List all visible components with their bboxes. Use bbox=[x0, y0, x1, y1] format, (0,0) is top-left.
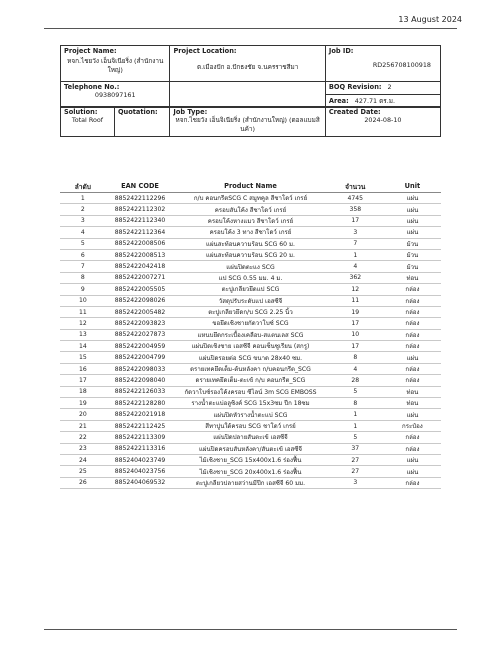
ean-code: 8852422128280 bbox=[106, 398, 175, 409]
row-number: 19 bbox=[60, 398, 106, 409]
quantity: 3 bbox=[327, 227, 384, 238]
project-info-table-row3 bbox=[60, 106, 441, 137]
quantity: 12 bbox=[327, 284, 384, 295]
table-row bbox=[60, 318, 441, 329]
unit: กล่อง bbox=[384, 443, 441, 454]
quantity: 1 bbox=[327, 409, 384, 420]
unit: แผ่น bbox=[384, 215, 441, 226]
ean-code: 8852422098040 bbox=[106, 375, 175, 386]
row-number: 17 bbox=[60, 375, 106, 386]
ean-code: 8852422113309 bbox=[106, 432, 175, 443]
table-row bbox=[60, 477, 441, 488]
top-divider bbox=[44, 28, 457, 29]
unit: แผ่น bbox=[384, 454, 441, 465]
quantity: 5 bbox=[327, 386, 384, 397]
location-spacer bbox=[170, 82, 325, 108]
product-name: ครอบโค้ง 3 ทาง สีชาโดว์ เกรย์ bbox=[174, 227, 326, 238]
product-name: แผ่นสะท้อนความร้อน SCG 60 ม. bbox=[174, 238, 326, 249]
col-header-unit: Unit bbox=[384, 180, 441, 193]
row-number: 9 bbox=[60, 284, 106, 295]
boq-revision-value: 2 bbox=[387, 83, 392, 91]
ean-code: 8852422007271 bbox=[106, 272, 175, 283]
table-row bbox=[60, 204, 441, 215]
table-row bbox=[60, 341, 441, 352]
unit: ม้วน bbox=[384, 249, 441, 260]
product-name: ขอยึดเชิงชายกัดวาโบซ์ SCG bbox=[174, 318, 326, 329]
quantity: 27 bbox=[327, 466, 384, 477]
product-name: สีทาปูนใต้ครอบ SCG ชาโดว์ เกรย์ bbox=[174, 420, 326, 431]
table-row bbox=[60, 329, 441, 340]
product-name: ดรายเทคยึดเต็ม-ตะเข้ ก/บ คอนกรีต_SCG bbox=[174, 375, 326, 386]
quotation-label: Quotation: bbox=[117, 108, 158, 116]
project-name-label: Project Name: bbox=[64, 47, 117, 55]
table-row bbox=[60, 295, 441, 306]
row-number: 4 bbox=[60, 227, 106, 238]
row-number: 22 bbox=[60, 432, 106, 443]
unit: กล่อง bbox=[384, 432, 441, 443]
product-name: ครอบโค้งหางแมว สีชาโดว์ เกรย์ bbox=[174, 215, 326, 226]
product-name: แผ่นปิดเชิงชาย เอสซีจี คอนเซ็นซูเรียน (สกรู) bbox=[174, 341, 326, 352]
project-name-value: หจก.ไชยวัง เอ็นจิเนียริ่ง (สำนักงานใหญ่) bbox=[67, 57, 164, 74]
product-name: กัดวาโบซ์รองโค้งครอบ ซีไลน์ 3m SCG EMBOSS bbox=[174, 386, 326, 397]
ean-code: 8852422093823 bbox=[106, 318, 175, 329]
ean-code: 8852404023756 bbox=[106, 466, 175, 477]
row-number: 18 bbox=[60, 386, 106, 397]
product-name: รางน้ำตะแบ่อลูซิงค์ SCG 15x3ซม ปีก 18ซม bbox=[174, 398, 326, 409]
boq-revision-cell bbox=[325, 82, 440, 95]
boq-revision-label: BOQ Revision: bbox=[328, 83, 382, 91]
project-location-cell bbox=[170, 46, 325, 82]
table-row bbox=[60, 215, 441, 226]
quantity: 11 bbox=[327, 295, 384, 306]
product-name: แผ่นปิดปลายสันตะเข้ เอสซีจี bbox=[174, 432, 326, 443]
telephone-label: Telephone No.: bbox=[64, 83, 120, 91]
unit: กล่อง bbox=[384, 329, 441, 340]
ean-code: 8852422005482 bbox=[106, 306, 175, 317]
solution-cell bbox=[61, 107, 115, 137]
row-number: 7 bbox=[60, 261, 106, 272]
ean-code: 8852422042418 bbox=[106, 261, 175, 272]
quantity: 28 bbox=[327, 375, 384, 386]
quantity: 17 bbox=[327, 215, 384, 226]
col-header-no: ลำดับ bbox=[60, 180, 106, 193]
unit: ท่อน bbox=[384, 272, 441, 283]
quantity: 1 bbox=[327, 249, 384, 260]
unit: แผ่น bbox=[384, 409, 441, 420]
quantity: 10 bbox=[327, 329, 384, 340]
table-row bbox=[60, 193, 441, 204]
unit: แผ่น bbox=[384, 204, 441, 215]
product-name: แผ่นปิดหัวรางน้ำตะแบ่ SCG bbox=[174, 409, 326, 420]
quantity: 3 bbox=[327, 477, 384, 488]
row-number: 21 bbox=[60, 420, 106, 431]
row-number: 25 bbox=[60, 466, 106, 477]
quantity: 4 bbox=[327, 261, 384, 272]
quantity: 4 bbox=[327, 363, 384, 374]
table-row bbox=[60, 409, 441, 420]
row-number: 8 bbox=[60, 272, 106, 283]
quantity: 17 bbox=[327, 341, 384, 352]
ean-code: 8852422098033 bbox=[106, 363, 175, 374]
quotation-cell bbox=[114, 107, 169, 137]
unit: ม้วน bbox=[384, 261, 441, 272]
row-number: 23 bbox=[60, 443, 106, 454]
row-number: 15 bbox=[60, 352, 106, 363]
quantity: 37 bbox=[327, 443, 384, 454]
row-number: 20 bbox=[60, 409, 106, 420]
ean-code: 8852422098026 bbox=[106, 295, 175, 306]
area-value: 427.71 ตร.ม. bbox=[354, 97, 396, 105]
unit: แผ่น bbox=[384, 466, 441, 477]
created-date-value: 2024-08-10 bbox=[364, 116, 402, 124]
ean-code: 8852422126033 bbox=[106, 386, 175, 397]
unit: กล่อง bbox=[384, 295, 441, 306]
created-date-cell bbox=[325, 107, 440, 137]
row-number: 2 bbox=[60, 204, 106, 215]
created-date-label: Created Date: bbox=[328, 108, 381, 116]
table-row bbox=[60, 375, 441, 386]
ean-code: 8852422004799 bbox=[106, 352, 175, 363]
unit: แผ่น bbox=[384, 352, 441, 363]
table-row bbox=[60, 238, 441, 249]
row-number: 13 bbox=[60, 329, 106, 340]
solution-label: Solution: bbox=[64, 108, 98, 116]
table-row bbox=[60, 306, 441, 317]
ean-code: 8852422005505 bbox=[106, 284, 175, 295]
ean-code: 8852422112296 bbox=[106, 193, 175, 204]
table-row bbox=[60, 398, 441, 409]
product-table bbox=[60, 180, 441, 489]
row-number: 5 bbox=[60, 238, 106, 249]
job-type-value: หจก.ไชยวัง เอ็นจิเนียริ่ง (สำนักงานใหญ่) (ดอลแบมสินค้า) bbox=[175, 116, 320, 133]
quantity: 27 bbox=[327, 454, 384, 465]
job-type-label: Job Type: bbox=[173, 108, 208, 116]
quantity: 358 bbox=[327, 204, 384, 215]
product-table-header bbox=[60, 180, 441, 193]
ean-code: 8852422021918 bbox=[106, 409, 175, 420]
product-name: ตะปูเกลียวยึดแป SCG bbox=[174, 284, 326, 295]
quantity: 4745 bbox=[327, 193, 384, 204]
quantity: 7 bbox=[327, 238, 384, 249]
product-name: แผ่นสะท้อนความร้อน SCG 20 ม. bbox=[174, 249, 326, 260]
product-name: แหนบยึดกระเบื้องเคลือบ-สแตนเลส SCG bbox=[174, 329, 326, 340]
quantity: 1 bbox=[327, 420, 384, 431]
job-type-cell bbox=[170, 107, 325, 137]
project-location-value: ต.เมืองปัก อ.ปักธงชัย จ.นครราชสีมา bbox=[197, 63, 299, 71]
job-id-cell bbox=[325, 46, 440, 82]
unit: แผ่น bbox=[384, 193, 441, 204]
product-name: ไม้เชิงชาย_SCG 20x400x1.6 ร่องฟื้น bbox=[174, 466, 326, 477]
col-header-ean: EAN CODE bbox=[106, 180, 175, 193]
table-row bbox=[60, 363, 441, 374]
row-number: 6 bbox=[60, 249, 106, 260]
quantity: 8 bbox=[327, 398, 384, 409]
telephone-value: 0938097161 bbox=[94, 91, 136, 99]
table-row bbox=[60, 227, 441, 238]
col-header-quantity: จำนวน bbox=[327, 180, 384, 193]
product-name: แผ่นปิดครอบสันหลังคา/สันตะเข้ เอสซีจี bbox=[174, 443, 326, 454]
ean-code: 8852422113316 bbox=[106, 443, 175, 454]
unit: กล่อง bbox=[384, 341, 441, 352]
unit: กล่อง bbox=[384, 306, 441, 317]
unit: กล่อง bbox=[384, 375, 441, 386]
product-name: แผ่นปิดรอยต่อ SCG ขนาด 28x40 ซม. bbox=[174, 352, 326, 363]
report-date: 13 August 2024 bbox=[398, 15, 462, 24]
table-row bbox=[60, 454, 441, 465]
product-name: แป SCG 0.55 มม. 4 ม. bbox=[174, 272, 326, 283]
table-row bbox=[60, 284, 441, 295]
ean-code: 8852422112302 bbox=[106, 204, 175, 215]
project-location-label: Project Location: bbox=[173, 47, 237, 55]
row-number: 3 bbox=[60, 215, 106, 226]
ean-code: 8852404069532 bbox=[106, 477, 175, 488]
table-row bbox=[60, 466, 441, 477]
ean-code: 8852422008513 bbox=[106, 249, 175, 260]
unit: กล่อง bbox=[384, 363, 441, 374]
product-name: ตะปูเกลียวปลายสว่านมีปีก เอสซีจี 60 มม. bbox=[174, 477, 326, 488]
unit: ม้วน bbox=[384, 238, 441, 249]
row-number: 12 bbox=[60, 318, 106, 329]
product-name: วัสดุปรับระดับแป เอสซีจี bbox=[174, 295, 326, 306]
job-id-value: RD256708100918 bbox=[372, 61, 431, 69]
table-row bbox=[60, 352, 441, 363]
row-number: 26 bbox=[60, 477, 106, 488]
project-name-cell bbox=[61, 46, 170, 82]
table-row bbox=[60, 272, 441, 283]
row-number: 24 bbox=[60, 454, 106, 465]
row-number: 10 bbox=[60, 295, 106, 306]
row-number: 14 bbox=[60, 341, 106, 352]
unit: กล่อง bbox=[384, 284, 441, 295]
solution-value: Total Roof bbox=[71, 116, 104, 124]
product-name: ครอบสันโค้ง สีชาโดว์ เกรย์ bbox=[174, 204, 326, 215]
ean-code: 8852422112340 bbox=[106, 215, 175, 226]
product-name: ไม้เชิงชาย_SCG 15x400x1.6 ร่องฟื้น bbox=[174, 454, 326, 465]
unit: แผ่น bbox=[384, 227, 441, 238]
ean-code: 8852422027873 bbox=[106, 329, 175, 340]
row-number: 1 bbox=[60, 193, 106, 204]
quantity: 5 bbox=[327, 432, 384, 443]
project-info-table-row2 bbox=[60, 81, 441, 108]
col-header-product-name: Product Name bbox=[174, 180, 326, 193]
bottom-divider bbox=[44, 629, 457, 630]
unit: ท่อน bbox=[384, 386, 441, 397]
job-id-label: Job ID: bbox=[328, 47, 354, 55]
ean-code: 8852422112425 bbox=[106, 420, 175, 431]
ean-code: 8852422112364 bbox=[106, 227, 175, 238]
unit: ท่อน bbox=[384, 398, 441, 409]
table-row bbox=[60, 420, 441, 431]
ean-code: 8852422004959 bbox=[106, 341, 175, 352]
table-row bbox=[60, 249, 441, 260]
area-label: Area: bbox=[328, 97, 349, 105]
ean-code: 8852404023749 bbox=[106, 454, 175, 465]
row-number: 11 bbox=[60, 306, 106, 317]
project-info-table bbox=[60, 45, 441, 82]
telephone-cell bbox=[61, 82, 170, 108]
table-row bbox=[60, 261, 441, 272]
row-number: 16 bbox=[60, 363, 106, 374]
ean-code: 8852422008506 bbox=[106, 238, 175, 249]
table-row bbox=[60, 443, 441, 454]
quantity: 362 bbox=[327, 272, 384, 283]
quantity: 8 bbox=[327, 352, 384, 363]
quantity: 19 bbox=[327, 306, 384, 317]
table-row bbox=[60, 432, 441, 443]
product-name: ก/บ คอนกรีตSCG C สมูทคูล สีชาโดว์ เกรย์ bbox=[174, 193, 326, 204]
unit: กล่อง bbox=[384, 477, 441, 488]
product-name: แผ่นปิดตะแง SCG bbox=[174, 261, 326, 272]
unit: กระป๋อง bbox=[384, 420, 441, 431]
product-name: ดรายเทคยึดเต็ม-ต้นหลังคา ก/บคอนกรีต_SCG bbox=[174, 363, 326, 374]
product-name: ตะปูเกลียวยึดก/บ SCG 2.25 นิ้ว bbox=[174, 306, 326, 317]
unit: กล่อง bbox=[384, 318, 441, 329]
quantity: 17 bbox=[327, 318, 384, 329]
table-row bbox=[60, 386, 441, 397]
